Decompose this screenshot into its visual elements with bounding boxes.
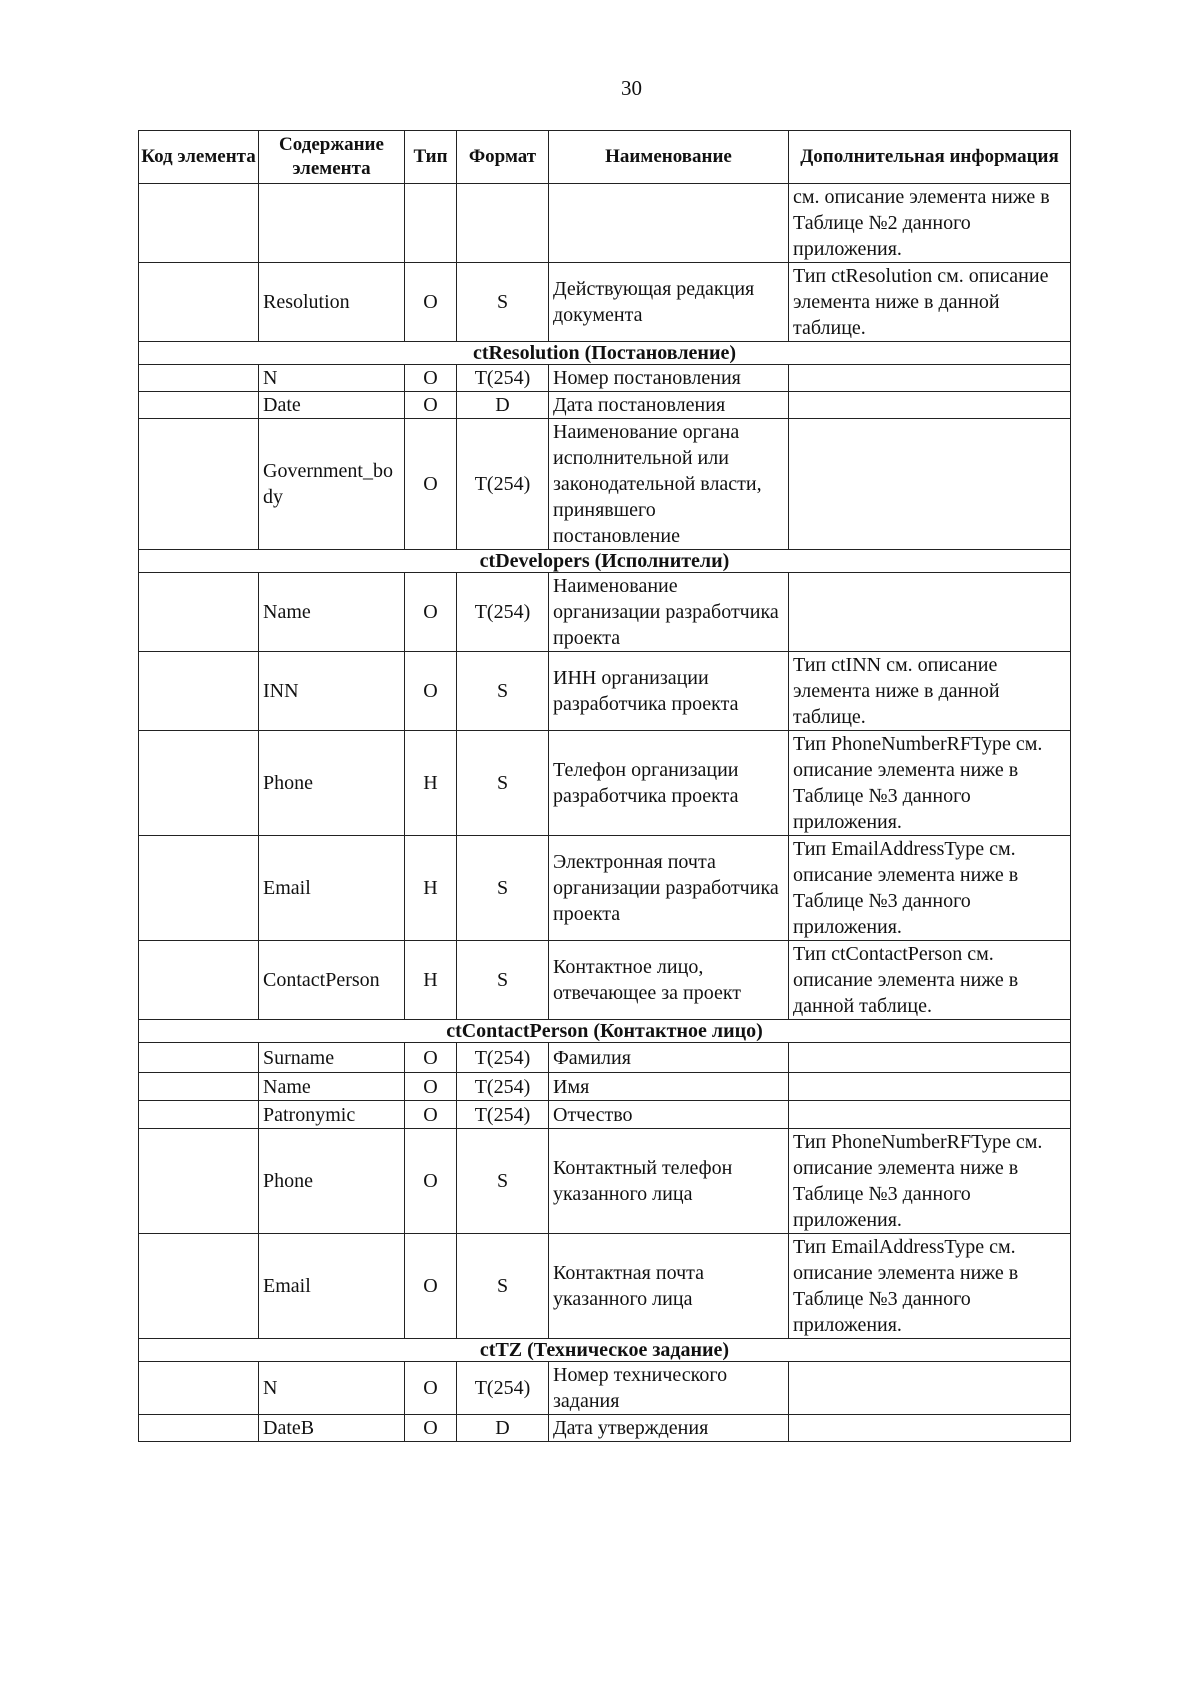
cell-content: INN — [259, 652, 405, 731]
cell-code — [139, 1073, 259, 1101]
cell-name: Номер постановления — [549, 365, 789, 392]
cell-name — [549, 184, 789, 263]
table-header-row — [139, 131, 1071, 184]
table-row — [139, 652, 1071, 731]
table-row — [139, 419, 1071, 550]
cell-content: Patronymic — [259, 1101, 405, 1129]
cell-content: Name — [259, 573, 405, 652]
section-title: ctDevelopers (Исполнители) — [139, 550, 1071, 573]
cell-name: Фамилия — [549, 1043, 789, 1073]
header-info: Дополнительная информация — [789, 131, 1071, 184]
section-heading-row — [139, 550, 1071, 573]
cell-code — [139, 1043, 259, 1073]
table-row — [139, 1129, 1071, 1234]
cell-format — [457, 184, 549, 263]
cell-name: Наименование органа исполнительной или законодательной власти, принявшего постановление — [549, 419, 789, 550]
section-title: ctContactPerson (Контактное лицо) — [139, 1020, 1071, 1043]
cell-code — [139, 1234, 259, 1339]
cell-format: T(254) — [457, 1073, 549, 1101]
cell-code — [139, 419, 259, 550]
cell-code — [139, 392, 259, 419]
cell-code — [139, 652, 259, 731]
cell-format: S — [457, 836, 549, 941]
cell-type: O — [405, 573, 457, 652]
header-code: Код элемента — [139, 131, 259, 184]
cell-info: Тип PhoneNumberRFType см. описание элемента ниже в Таблице №3 данного приложения. — [789, 731, 1071, 836]
cell-info — [789, 1073, 1071, 1101]
header-format: Формат — [457, 131, 549, 184]
cell-info: Тип ctContactPerson см. описание элемента ниже в данной таблице. — [789, 941, 1071, 1020]
cell-type: O — [405, 263, 457, 342]
cell-name: Контактный телефон указанного лица — [549, 1129, 789, 1234]
cell-info — [789, 365, 1071, 392]
table-row — [139, 573, 1071, 652]
cell-format: T(254) — [457, 1043, 549, 1073]
table-row — [139, 836, 1071, 941]
table-row — [139, 184, 1071, 263]
table-row — [139, 392, 1071, 419]
cell-name: Номер технического задания — [549, 1362, 789, 1415]
cell-content — [259, 184, 405, 263]
cell-format: T(254) — [457, 365, 549, 392]
cell-info: Тип EmailAddressType см. описание элемента ниже в Таблице №3 данного приложения. — [789, 1234, 1071, 1339]
cell-format: T(254) — [457, 573, 549, 652]
page-number: 30 — [621, 76, 642, 100]
cell-info — [789, 1362, 1071, 1415]
cell-format: S — [457, 1129, 549, 1234]
table-row — [139, 1101, 1071, 1129]
cell-content: DateB — [259, 1415, 405, 1442]
cell-format: T(254) — [457, 419, 549, 550]
table-row — [139, 1073, 1071, 1101]
cell-name: Наименование организации разработчика проекта — [549, 573, 789, 652]
cell-info: см. описание элемента ниже в Таблице №2 данного приложения. — [789, 184, 1071, 263]
cell-code — [139, 1101, 259, 1129]
cell-name: Дата утверждения — [549, 1415, 789, 1442]
cell-code — [139, 1415, 259, 1442]
cell-content: Government_body — [259, 419, 405, 550]
section-title: ctResolution (Постановление) — [139, 342, 1071, 365]
cell-info: Тип ctResolution см. описание элемента ниже в данной таблице. — [789, 263, 1071, 342]
cell-format: S — [457, 731, 549, 836]
cell-content: ContactPerson — [259, 941, 405, 1020]
section-heading-row — [139, 1339, 1071, 1362]
cell-info — [789, 419, 1071, 550]
cell-type: H — [405, 836, 457, 941]
cell-code — [139, 941, 259, 1020]
cell-code — [139, 263, 259, 342]
section-title: ctTZ (Техническое задание) — [139, 1339, 1071, 1362]
cell-name: Электронная почта организации разработчика проекта — [549, 836, 789, 941]
cell-format: S — [457, 941, 549, 1020]
section-heading-row — [139, 342, 1071, 365]
cell-info: Тип ctINN см. описание элемента ниже в данной таблице. — [789, 652, 1071, 731]
table-row — [139, 1043, 1071, 1073]
cell-format: T(254) — [457, 1101, 549, 1129]
cell-type: O — [405, 1362, 457, 1415]
cell-info — [789, 392, 1071, 419]
cell-format: D — [457, 392, 549, 419]
cell-name: Контактное лицо, отвечающее за проект — [549, 941, 789, 1020]
cell-content: N — [259, 365, 405, 392]
cell-name: Контактная почта указанного лица — [549, 1234, 789, 1339]
section-heading-row — [139, 1020, 1071, 1043]
table-row — [139, 1415, 1071, 1442]
cell-type: O — [405, 652, 457, 731]
header-type: Тип — [405, 131, 457, 184]
cell-content: Email — [259, 836, 405, 941]
cell-type: O — [405, 1234, 457, 1339]
cell-info — [789, 1415, 1071, 1442]
cell-type: H — [405, 941, 457, 1020]
cell-type — [405, 184, 457, 263]
cell-code — [139, 1129, 259, 1234]
cell-info: Тип EmailAddressType см. описание элемента ниже в Таблице №3 данного приложения. — [789, 836, 1071, 941]
cell-type: O — [405, 419, 457, 550]
cell-name: Отчество — [549, 1101, 789, 1129]
cell-format: S — [457, 652, 549, 731]
cell-content: Email — [259, 1234, 405, 1339]
cell-type: H — [405, 731, 457, 836]
cell-type: O — [405, 365, 457, 392]
cell-code — [139, 1362, 259, 1415]
header-name: Наименование — [549, 131, 789, 184]
cell-content: Name — [259, 1073, 405, 1101]
cell-name: Имя — [549, 1073, 789, 1101]
cell-name: ИНН организации разработчика проекта — [549, 652, 789, 731]
cell-format: S — [457, 1234, 549, 1339]
cell-info — [789, 1043, 1071, 1073]
cell-info: Тип PhoneNumberRFType см. описание элемента ниже в Таблице №3 данного приложения. — [789, 1129, 1071, 1234]
cell-type: O — [405, 392, 457, 419]
cell-content: Surname — [259, 1043, 405, 1073]
header-content: Содержание элемента — [259, 131, 405, 184]
cell-format: D — [457, 1415, 549, 1442]
cell-type: O — [405, 1073, 457, 1101]
table-row — [139, 1234, 1071, 1339]
cell-type: O — [405, 1043, 457, 1073]
cell-content: Date — [259, 392, 405, 419]
cell-type: O — [405, 1415, 457, 1442]
cell-info — [789, 1101, 1071, 1129]
cell-type: O — [405, 1101, 457, 1129]
table-body — [139, 184, 1071, 1442]
cell-content: Phone — [259, 731, 405, 836]
table-row — [139, 1362, 1071, 1415]
cell-code — [139, 836, 259, 941]
cell-format: S — [457, 263, 549, 342]
cell-content: Resolution — [259, 263, 405, 342]
table-row — [139, 365, 1071, 392]
table-row — [139, 263, 1071, 342]
cell-code — [139, 573, 259, 652]
cell-type: O — [405, 1129, 457, 1234]
cell-content: N — [259, 1362, 405, 1415]
cell-content: Phone — [259, 1129, 405, 1234]
element-spec-table — [138, 130, 1071, 1442]
cell-name: Действующая редакция документа — [549, 263, 789, 342]
cell-code — [139, 731, 259, 836]
table-row — [139, 941, 1071, 1020]
cell-name: Телефон организации разработчика проекта — [549, 731, 789, 836]
cell-name: Дата постановления — [549, 392, 789, 419]
cell-format: T(254) — [457, 1362, 549, 1415]
cell-code — [139, 184, 259, 263]
cell-code — [139, 365, 259, 392]
table-row — [139, 731, 1071, 836]
cell-info — [789, 573, 1071, 652]
